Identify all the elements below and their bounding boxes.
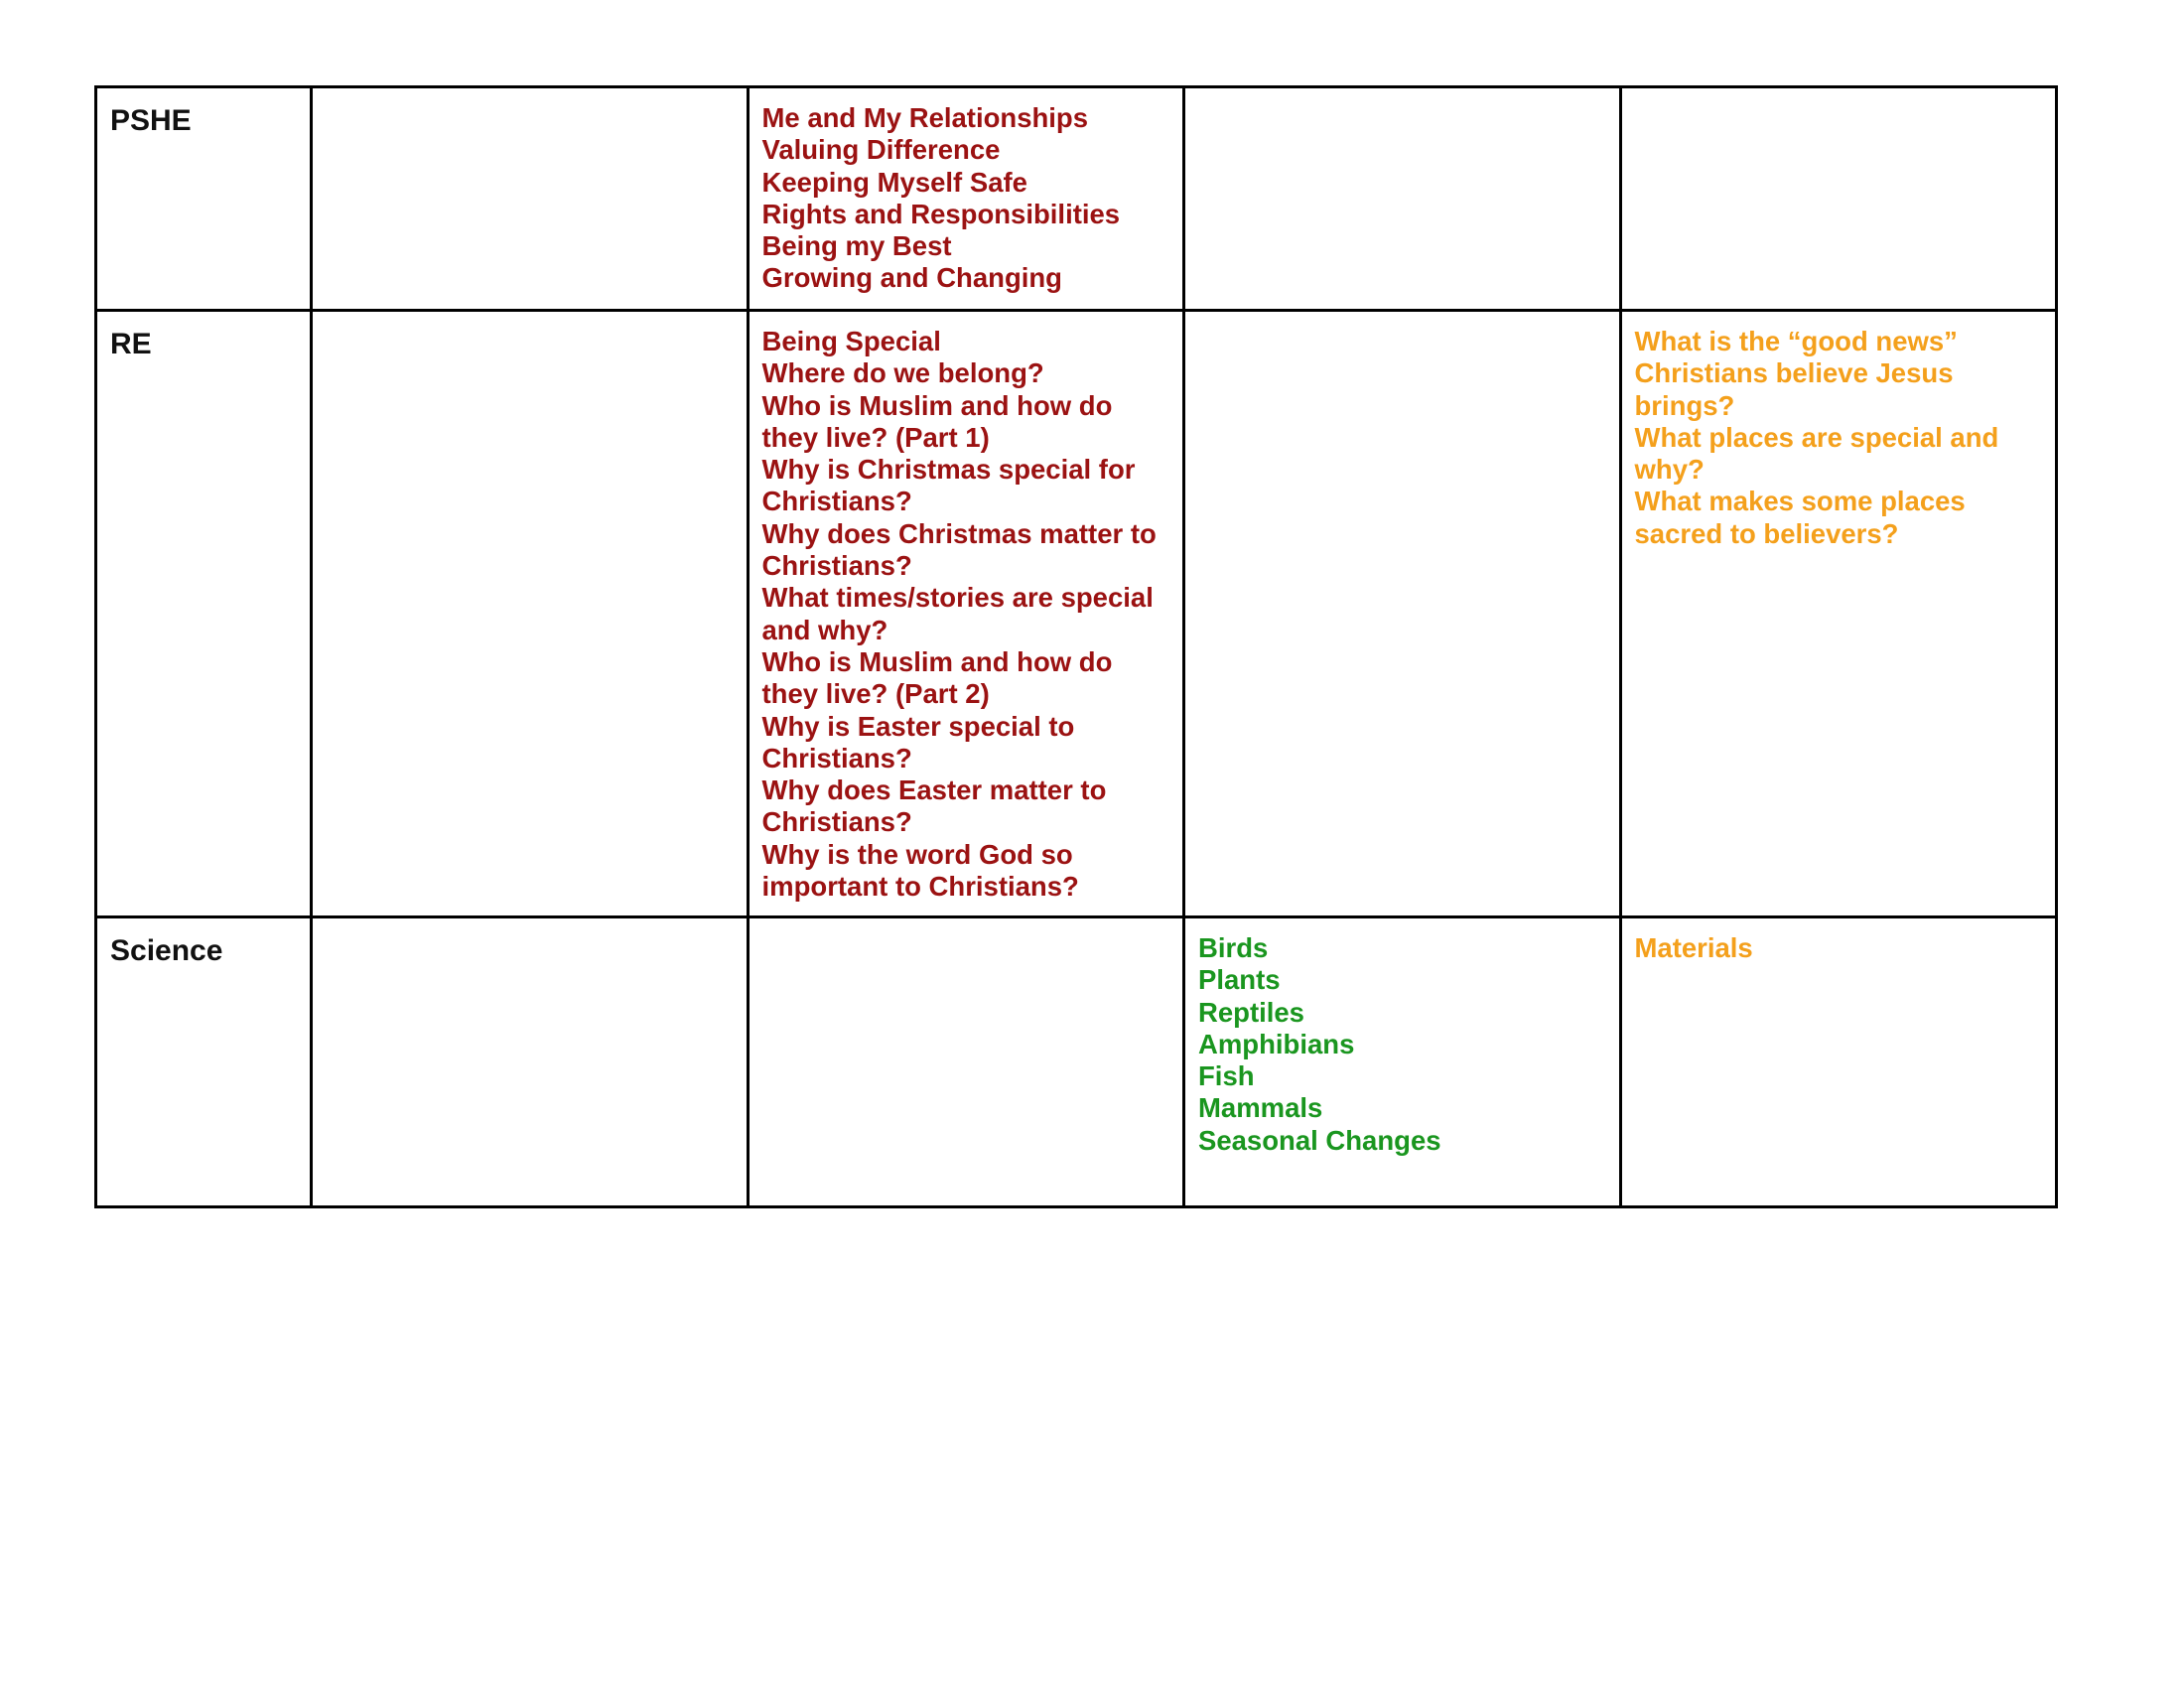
topic-item: Christians?	[761, 550, 912, 582]
term-cell-2	[748, 917, 1184, 1207]
topic-item: Being my Best	[761, 230, 952, 262]
topic-item: Materials	[1634, 932, 1753, 963]
term-cell-3	[1184, 917, 1621, 1207]
topic-item: Me and My Relationships	[761, 102, 1089, 133]
topic-item: they live? (Part 2)	[761, 678, 990, 710]
topic-list	[1635, 932, 2043, 964]
topic-item: Birds	[1198, 932, 1269, 963]
topic-item: and why?	[761, 614, 888, 645]
topic-item: Why does Christmas matter to	[761, 517, 1157, 549]
topic-item: Amphibians	[1198, 1028, 1355, 1059]
topic-item: Why is Christmas special for	[761, 454, 1136, 486]
topic-list	[1635, 326, 2043, 550]
curriculum-table	[94, 85, 2058, 1208]
term-cell-4	[1620, 87, 2057, 311]
topic-item: Reptiles	[1198, 996, 1304, 1028]
topic-item: What places are special and	[1634, 421, 1999, 453]
topic-item: Christians?	[761, 806, 912, 838]
topic-list	[762, 102, 1170, 295]
table-row-science	[96, 917, 2057, 1207]
term-cell-4	[1620, 917, 2057, 1207]
topic-item: Valuing Difference	[761, 134, 1001, 166]
topic-item: Keeping Myself Safe	[761, 166, 1027, 198]
term-cell-1	[312, 311, 749, 917]
subject-label: RE	[110, 328, 152, 360]
subject-label: PSHE	[110, 104, 192, 137]
table-row-pshe	[96, 87, 2057, 311]
term-cell-2	[748, 311, 1184, 917]
topic-item: Why is the word God so	[761, 838, 1073, 870]
subject-label: Science	[110, 934, 223, 967]
topic-item: What makes some places	[1634, 486, 1966, 517]
term-cell-2	[748, 87, 1184, 311]
term-cell-1	[312, 87, 749, 311]
term-cell-4	[1620, 311, 2057, 917]
topic-item: they live? (Part 1)	[761, 421, 990, 453]
topic-item: Mammals	[1198, 1092, 1323, 1124]
topic-item: Why does Easter matter to	[761, 774, 1107, 806]
topic-list	[762, 326, 1170, 903]
subject-cell	[96, 87, 312, 311]
topic-item: Seasonal Changes	[1198, 1124, 1441, 1156]
term-cell-3	[1184, 87, 1621, 311]
topic-item: Rights and Responsibilities	[761, 198, 1121, 229]
topic-item: Who is Muslim and how do	[761, 645, 1113, 677]
topic-item: sacred to believers?	[1634, 517, 1899, 549]
topic-item: Christians believe Jesus	[1634, 357, 1954, 389]
topic-item: Being Special	[761, 326, 941, 356]
subject-cell	[96, 311, 312, 917]
topic-item: Where do we belong?	[761, 357, 1044, 389]
subject-cell	[96, 917, 312, 1207]
topic-item: Plants	[1198, 964, 1281, 996]
table-row-re	[96, 311, 2057, 917]
term-cell-1	[312, 917, 749, 1207]
term-cell-3	[1184, 311, 1621, 917]
topic-item: why?	[1634, 454, 1705, 486]
topic-item: Who is Muslim and how do	[761, 389, 1113, 421]
topic-item: What is the “good news”	[1634, 326, 1958, 356]
topic-item: Christians?	[761, 742, 912, 774]
topic-item: What times/stories are special	[761, 582, 1154, 614]
topic-item: Fish	[1198, 1060, 1255, 1092]
topic-item: important to Christians?	[761, 871, 1079, 903]
topic-item: Why is Easter special to	[761, 710, 1075, 742]
topic-item: Growing and Changing	[761, 262, 1062, 294]
topic-item: brings?	[1634, 389, 1735, 421]
topic-item: Christians?	[761, 486, 912, 517]
topic-list	[1198, 932, 1606, 1157]
